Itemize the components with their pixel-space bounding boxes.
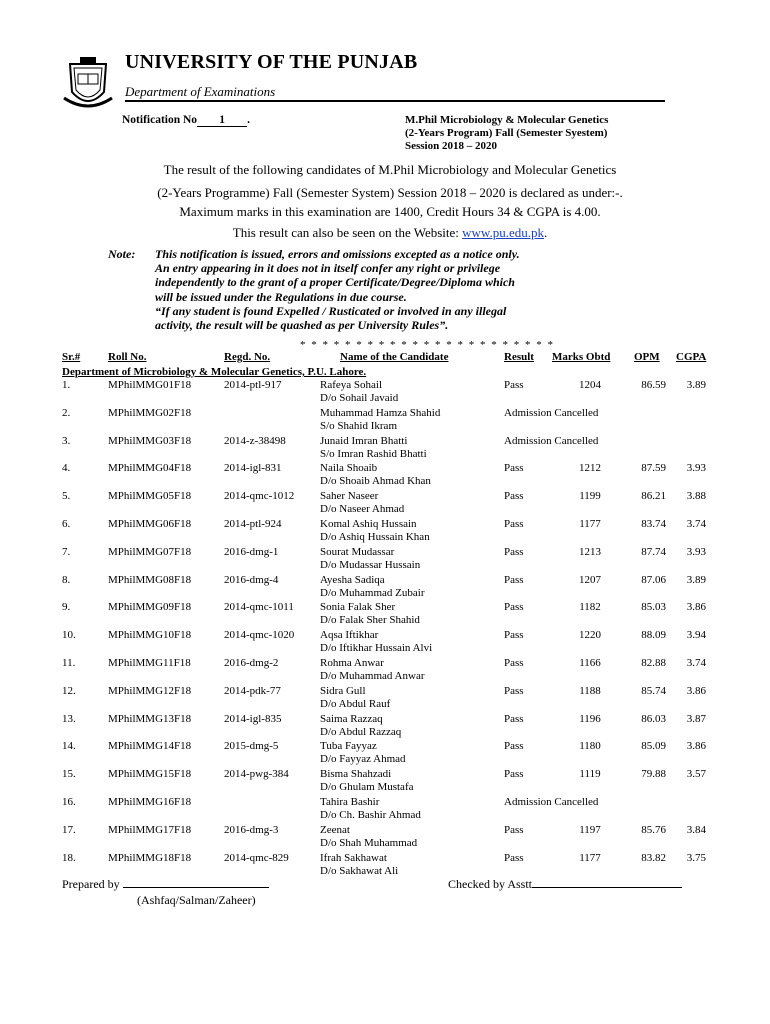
cell-sr: 13. <box>62 712 76 725</box>
cell-roll: MPhilMMG11F18 <box>108 657 191 669</box>
cell-roll: MPhilMMG03F18 <box>108 434 192 447</box>
cell-sr: 12. <box>62 684 76 697</box>
cell-result: Admission Cancelled <box>504 796 599 808</box>
cell-roll: MPhilMMG18F18 <box>108 851 192 864</box>
cell-marks: 1182 <box>579 601 601 614</box>
cell-name: Saima Razzaq <box>320 712 383 725</box>
table-row <box>0 518 770 546</box>
cell-result: Pass <box>504 712 524 725</box>
cell-marks: 1212 <box>579 462 601 475</box>
note-line: will be issued under the Regulations in due course. <box>155 289 407 304</box>
cell-marks: 1220 <box>579 629 601 642</box>
cell-parent: D/o Muhammad Zubair <box>320 586 425 599</box>
cell-cgpa: 3.57 <box>686 768 706 781</box>
cell-parent: D/o Sohail Javaid <box>320 392 399 404</box>
table-row <box>0 824 770 852</box>
cell-parent: D/o Ghulam Mustafa <box>320 781 414 794</box>
checked-label: Checked by Asstt <box>448 877 532 891</box>
cell-name: Zeenat <box>320 823 350 836</box>
intro-line-1: The result of the following candidates of M.Phil Microbiology and Molecular Genetics <box>163 162 617 177</box>
header-name: Name of the Candidate <box>340 351 449 363</box>
note-line: An entry appearing in it does not in itself confer any right or privilege <box>155 261 501 276</box>
prepared-by <box>62 877 269 892</box>
university-logo <box>60 54 116 114</box>
cell-parent: D/o Iftikhar Hussain Alvi <box>320 642 433 655</box>
cell-opm: 83.74 <box>641 518 666 530</box>
cell-result: Pass <box>504 768 524 781</box>
prepared-signature-line <box>123 887 269 888</box>
note-line: This notification is issued, errors and omissions excepted as a notice only. <box>155 247 520 261</box>
table-row <box>0 490 770 518</box>
website-suffix: . <box>544 225 548 240</box>
cell-opm: 85.09 <box>641 740 666 753</box>
cell-roll: MPhilMMG10F18 <box>108 629 192 642</box>
notification-number-value: 1 <box>197 114 247 127</box>
cell-opm: 86.21 <box>641 490 666 503</box>
cell-cgpa: 3.74 <box>686 518 706 530</box>
cell-cgpa: 3.87 <box>686 712 706 725</box>
cell-sr: 8. <box>62 573 71 586</box>
department-name: Department of Examinations <box>125 84 276 99</box>
header-marks: Marks Obtd <box>552 351 611 363</box>
cell-roll: MPhilMMG13F18 <box>108 712 192 725</box>
cell-name: Naila Shoaib <box>320 462 378 475</box>
cell-sr: 11. <box>62 657 76 669</box>
cell-marks: 1119 <box>579 768 601 781</box>
prepared-label: Prepared by <box>62 877 120 891</box>
cell-regd: 2014-qmc-829 <box>224 851 289 864</box>
cell-opm: 88.09 <box>641 629 666 642</box>
cell-roll: MPhilMMG09F18 <box>108 601 192 614</box>
program-line: Session 2018 – 2020 <box>405 140 497 152</box>
cell-parent: D/o Ashiq Hussain Khan <box>320 531 430 543</box>
cell-result: Pass <box>504 379 524 391</box>
cell-cgpa: 3.93 <box>686 545 706 558</box>
cell-name: Sidra Gull <box>320 684 366 697</box>
cell-regd: 2016-dmg-4 <box>224 573 279 586</box>
cell-marks: 1188 <box>579 684 601 697</box>
university-title: UNIVERSITY OF THE PUNJAB <box>125 51 418 73</box>
cell-regd: 2016-dmg-2 <box>224 657 279 669</box>
cell-cgpa: 3.75 <box>686 851 706 864</box>
cell-marks: 1166 <box>579 657 601 669</box>
cell-regd: 2014-ptl-924 <box>224 518 282 530</box>
cell-regd: 2014-igl-831 <box>224 462 282 475</box>
cell-name: Tahira Bashir <box>320 796 380 808</box>
cell-result: Pass <box>504 740 524 753</box>
cell-opm: 82.88 <box>641 657 666 669</box>
cell-roll: MPhilMMG07F18 <box>108 545 192 558</box>
intro-line-3: Maximum marks in this examination are 1400, Credit Hours 34 & CGPA is 4.00. <box>179 204 601 219</box>
cell-result: Pass <box>504 462 524 475</box>
cell-result: Pass <box>504 629 524 642</box>
table-row <box>0 796 770 824</box>
cell-cgpa: 3.88 <box>686 490 706 503</box>
cell-cgpa: 3.86 <box>686 601 706 614</box>
cell-name: Tuba Fayyaz <box>320 740 377 753</box>
cell-regd: 2014-z-38498 <box>224 434 286 447</box>
cell-marks: 1197 <box>579 823 601 836</box>
table-row <box>0 601 770 629</box>
table-row <box>0 462 770 490</box>
table-row <box>0 713 770 741</box>
cell-parent: D/o Falak Sher Shahid <box>320 614 420 627</box>
checked-by <box>448 877 682 892</box>
cell-roll: MPhilMMG16F18 <box>108 796 192 808</box>
cell-sr: 6. <box>62 518 71 530</box>
note-line: activity, the result will be quashed as per University Rules”. <box>155 318 449 333</box>
cell-opm: 79.88 <box>641 768 666 781</box>
cell-opm: 87.06 <box>641 573 666 586</box>
program-line: M.Phil Microbiology & Molecular Genetics <box>405 114 609 126</box>
cell-marks: 1177 <box>579 518 601 530</box>
cell-roll: MPhilMMG01F18 <box>108 379 192 391</box>
table-row <box>0 574 770 602</box>
cell-roll: MPhilMMG04F18 <box>108 462 192 475</box>
website-prefix: This result can also be seen on the Website: <box>232 225 463 240</box>
table-row <box>0 685 770 713</box>
program-details <box>405 114 608 153</box>
cell-parent: D/o Sakhawat Ali <box>320 864 399 877</box>
cell-name: Ifrah Sakhawat <box>320 851 387 864</box>
cell-parent: D/o Shoaib Ahmad Khan <box>320 475 431 488</box>
cell-marks: 1213 <box>579 545 601 558</box>
table-row <box>0 379 770 407</box>
cell-opm: 87.74 <box>641 545 666 558</box>
cell-parent: D/o Naseer Ahmad <box>320 503 405 516</box>
cell-parent: D/o Abdul Razzaq <box>320 725 402 738</box>
cell-cgpa: 3.86 <box>686 684 706 697</box>
cell-sr: 5. <box>62 490 71 503</box>
cell-name: Bisma Shahzadi <box>320 768 392 781</box>
cell-roll: MPhilMMG06F18 <box>108 518 192 530</box>
cell-result: Pass <box>504 573 524 586</box>
cell-cgpa: 3.84 <box>686 823 706 836</box>
cell-parent: D/o Fayyaz Ahmad <box>320 753 406 766</box>
cell-regd: 2014-pdk-77 <box>224 684 281 697</box>
cell-parent: D/o Shah Muhammad <box>320 836 418 849</box>
cell-name: Saher Naseer <box>320 490 379 503</box>
cell-regd: 2016-dmg-1 <box>224 545 279 558</box>
cell-cgpa: 3.86 <box>686 740 706 753</box>
cell-parent: S/o Imran Rashid Bhatti <box>320 447 427 460</box>
cell-regd: 2014-ptl-917 <box>224 379 282 391</box>
cell-name: Junaid Imran Bhatti <box>320 434 408 447</box>
cell-sr: 17. <box>62 823 76 836</box>
cell-roll: MPhilMMG14F18 <box>108 740 192 753</box>
cell-opm: 86.59 <box>641 379 666 391</box>
cell-result: Pass <box>504 657 524 669</box>
table-row <box>0 740 770 768</box>
note-label: Note: <box>108 247 136 261</box>
department-row: Department of Microbiology & Molecular Genetics, P.U. Lahore. <box>62 366 367 378</box>
table-row <box>0 407 770 435</box>
cell-marks: 1199 <box>579 490 601 503</box>
cell-roll: MPhilMMG08F18 <box>108 573 192 586</box>
cell-cgpa: 3.74 <box>686 657 706 669</box>
cell-marks: 1180 <box>579 740 601 753</box>
note-body <box>155 247 625 332</box>
notification-number: Notification No 1 . <box>122 114 250 126</box>
cell-result: Pass <box>504 823 524 836</box>
cell-cgpa: 3.94 <box>686 629 706 642</box>
intro-line-2: (2-Years Programme) Fall (Semester System) Session 2018 – 2020 is declared as under:-. <box>157 185 623 200</box>
header-divider <box>125 100 665 102</box>
cell-opm: 83.82 <box>641 851 666 864</box>
cell-parent: D/o Mudassar Hussain <box>320 558 421 571</box>
cell-name: Ayesha Sadiqa <box>320 573 385 586</box>
cell-opm: 85.74 <box>641 684 666 697</box>
table-row <box>0 768 770 796</box>
cell-result: Pass <box>504 851 524 864</box>
table-row <box>0 435 770 463</box>
cell-marks: 1204 <box>579 379 601 391</box>
note-line: independently to the grant of a proper Certificate/Degree/Diploma which <box>155 275 515 290</box>
cell-sr: 15. <box>62 768 76 781</box>
cell-regd: 2014-igl-835 <box>224 712 282 725</box>
cell-sr: 4. <box>62 462 71 475</box>
cell-name: Aqsa Iftikhar <box>320 629 379 642</box>
checked-signature-line <box>532 887 682 888</box>
cell-roll: MPhilMMG02F18 <box>108 406 192 419</box>
cell-regd: 2014-qmc-1012 <box>224 490 295 503</box>
cell-sr: 1. <box>62 379 71 391</box>
cell-name: Komal Ashiq Hussain <box>320 518 417 530</box>
header-result: Result <box>504 351 534 363</box>
table-row <box>0 629 770 657</box>
cell-result: Admission Cancelled <box>504 406 599 419</box>
cell-regd: 2016-dmg-3 <box>224 823 279 836</box>
cell-sr: 16. <box>62 796 76 808</box>
header-sr: Sr.# <box>62 351 81 363</box>
header-regd: Regd. No. <box>224 351 271 363</box>
cell-opm: 86.03 <box>641 712 666 725</box>
cell-name: Rohma Anwar <box>320 657 384 669</box>
header-cgpa: CGPA <box>676 351 707 363</box>
cell-sr: 9. <box>62 601 71 614</box>
website-link[interactable]: www.pu.edu.pk <box>462 225 544 240</box>
cell-regd: 2014-qmc-1011 <box>224 601 294 614</box>
cell-result: Pass <box>504 601 524 614</box>
cell-result: Pass <box>504 684 524 697</box>
cell-roll: MPhilMMG12F18 <box>108 684 192 697</box>
cell-opm: 85.76 <box>641 823 666 836</box>
program-line: (2-Years Program) Fall (Semester Syestem) <box>405 127 608 139</box>
cell-result: Pass <box>504 518 524 530</box>
cell-parent: S/o Shahid Ikram <box>320 419 397 432</box>
cell-sr: 18. <box>62 851 76 864</box>
cell-cgpa: 3.89 <box>686 379 706 391</box>
table-row <box>0 852 770 880</box>
note-line: “If any student is found Expelled / Rusticated or involved in any illegal <box>155 303 507 318</box>
cell-sr: 2. <box>62 406 71 419</box>
cell-name: Rafeya Sohail <box>320 379 383 391</box>
cell-parent: D/o Abdul Rauf <box>320 697 391 710</box>
cell-roll: MPhilMMG17F18 <box>108 823 192 836</box>
table-row <box>0 657 770 685</box>
header-roll: Roll No. <box>108 351 147 363</box>
cell-parent: D/o Muhammad Anwar <box>320 670 425 682</box>
cell-sr: 10. <box>62 629 76 642</box>
cell-marks: 1177 <box>579 851 601 864</box>
cell-result: Pass <box>504 545 524 558</box>
website-line <box>40 225 740 241</box>
cell-regd: 2014-pwg-384 <box>224 768 289 781</box>
cell-name: Muhammad Hamza Shahid <box>320 406 441 419</box>
cell-roll: MPhilMMG05F18 <box>108 490 192 503</box>
cell-parent: D/o Ch. Bashir Ahmad <box>320 809 421 821</box>
cell-roll: MPhilMMG15F18 <box>108 768 192 781</box>
cell-cgpa: 3.89 <box>686 573 706 586</box>
cell-cgpa: 3.93 <box>686 462 706 475</box>
cell-regd: 2014-qmc-1020 <box>224 629 295 642</box>
cell-name: Sourat Mudassar <box>320 545 395 558</box>
cell-sr: 3. <box>62 434 71 447</box>
table-row <box>0 546 770 574</box>
cell-opm: 85.03 <box>641 601 666 614</box>
cell-regd: 2015-dmg-5 <box>224 740 279 753</box>
prepared-names: (Ashfaq/Salman/Zaheer) <box>137 893 256 907</box>
cell-name: Sonia Falak Sher <box>320 601 396 614</box>
notification-label: Notification No <box>122 114 198 126</box>
star-divider: * * * * * * * * * * * * * * * * * * * * * * * <box>300 339 555 351</box>
cell-result: Admission Cancelled <box>504 434 599 447</box>
cell-sr: 14. <box>62 740 76 753</box>
header-opm: OPM <box>634 351 660 363</box>
cell-sr: 7. <box>62 545 71 558</box>
cell-opm: 87.59 <box>641 462 666 475</box>
cell-marks: 1207 <box>579 573 601 586</box>
cell-result: Pass <box>504 490 524 503</box>
cell-marks: 1196 <box>579 712 601 725</box>
